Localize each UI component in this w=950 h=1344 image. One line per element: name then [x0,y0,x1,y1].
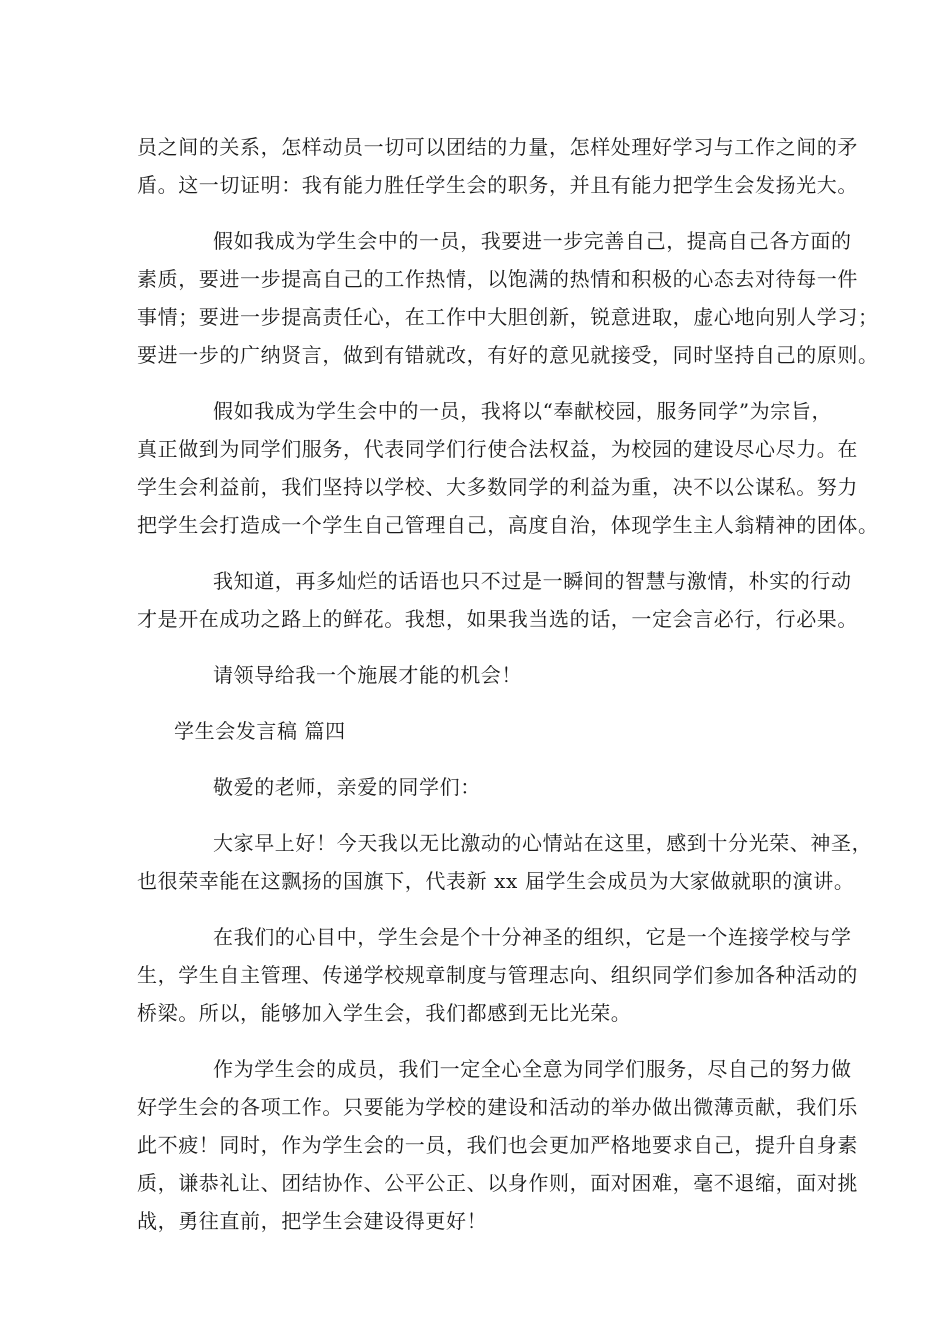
text-line: 员之间的关系，怎样动员一切可以团结的力量，怎样处理好学习与工作之间的矛 [137,135,858,159]
text-line: 也很荣幸能在这飘扬的国旗下，代表新 xx 届学生会成员为大家做就职的演讲。 [137,869,855,893]
text-line: 此不疲！同时，作为学生会的一员，我们也会更加严格地要求自己，提升自身素 [137,1133,858,1157]
text-line: 我知道，再多灿烂的话语也只不过是一瞬间的智慧与激情，朴实的行动 [213,569,852,593]
text-line: 事情；要进一步提高责任心，在工作中大胆创新，锐意进取，虚心地向别人学习； [137,305,879,329]
text-line: 学生会利益前，我们坚持以学校、大多数同学的利益为重，决不以公谋私。努力 [137,475,858,499]
text-line: 好学生会的各项工作。只要能为学校的建设和活动的举办做出微薄贡献，我们乐 [137,1095,858,1119]
document-page [137,128,879,1240]
text-line: 在我们的心目中，学生会是个十分神圣的组织，它是一个连接学校与学 [213,925,852,949]
paragraph-7 [137,824,873,900]
text-line: 才是开在成功之路上的鲜花。我想，如果我当选的话，一定会言必行，行必果。 [137,607,858,631]
paragraph-8 [137,918,858,1032]
paragraph-4 [137,562,858,638]
text-line: 要进一步的广纳贤言，做到有错就改，有好的意见就接受，同时坚持自己的原则。 [137,343,879,367]
text-line: 质，谦恭礼让、团结协作、公平公正、以身作则，面对困难，毫不退缩，面对挑 [137,1171,858,1195]
text-line: 盾。这一切证明：我有能力胜任学生会的职务，并且有能力把学生会发扬光大。 [137,173,858,197]
text-line: 大家早上好！今天我以无比激动的心情站在这里，感到十分光荣、神圣， [213,831,873,855]
paragraph-9 [137,1050,858,1240]
paragraph-2 [137,222,879,374]
paragraph-3 [137,392,879,544]
text-line: 假如我成为学生会中的一员，我将以“奉献校园，服务同学”为宗旨， [213,399,833,423]
paragraph-6 [137,768,827,806]
text-line: 把学生会打造成一个学生自己管理自己，高度自治，体现学生主人翁精神的团体。 [137,513,879,537]
text-line: 生，学生自主管理、传递学校规章制度与管理志向、组织同学们参加各种活动的 [137,963,858,987]
text-line: 战，勇往直前，把学生会建设得更好！ [137,1209,488,1233]
text-line: 素质，要进一步提高自己的工作热情，以饱满的热情和积极的心态去对待每一件 [137,267,858,291]
text-line: 假如我成为学生会中的一员，我要进一步完善自己，提高自己各方面的 [213,229,852,253]
paragraph-5 [137,656,827,694]
text-line: 桥梁。所以，能够加入学生会，我们都感到无比光荣。 [137,1001,632,1025]
text-line: 真正做到为同学们服务，代表同学们行使合法权益，为校园的建设尽心尽力。在 [137,437,858,461]
paragraph-1 [137,128,858,204]
section-heading: 学生会发言稿 篇四 [174,719,346,743]
text-line: 作为学生会的成员，我们一定全心全意为同学们服务，尽自己的努力做 [213,1057,852,1081]
text-line: 敬爱的老师，亲爱的同学们： [213,775,481,799]
text-line: 请领导给我一个施展才能的机会！ [213,663,522,687]
